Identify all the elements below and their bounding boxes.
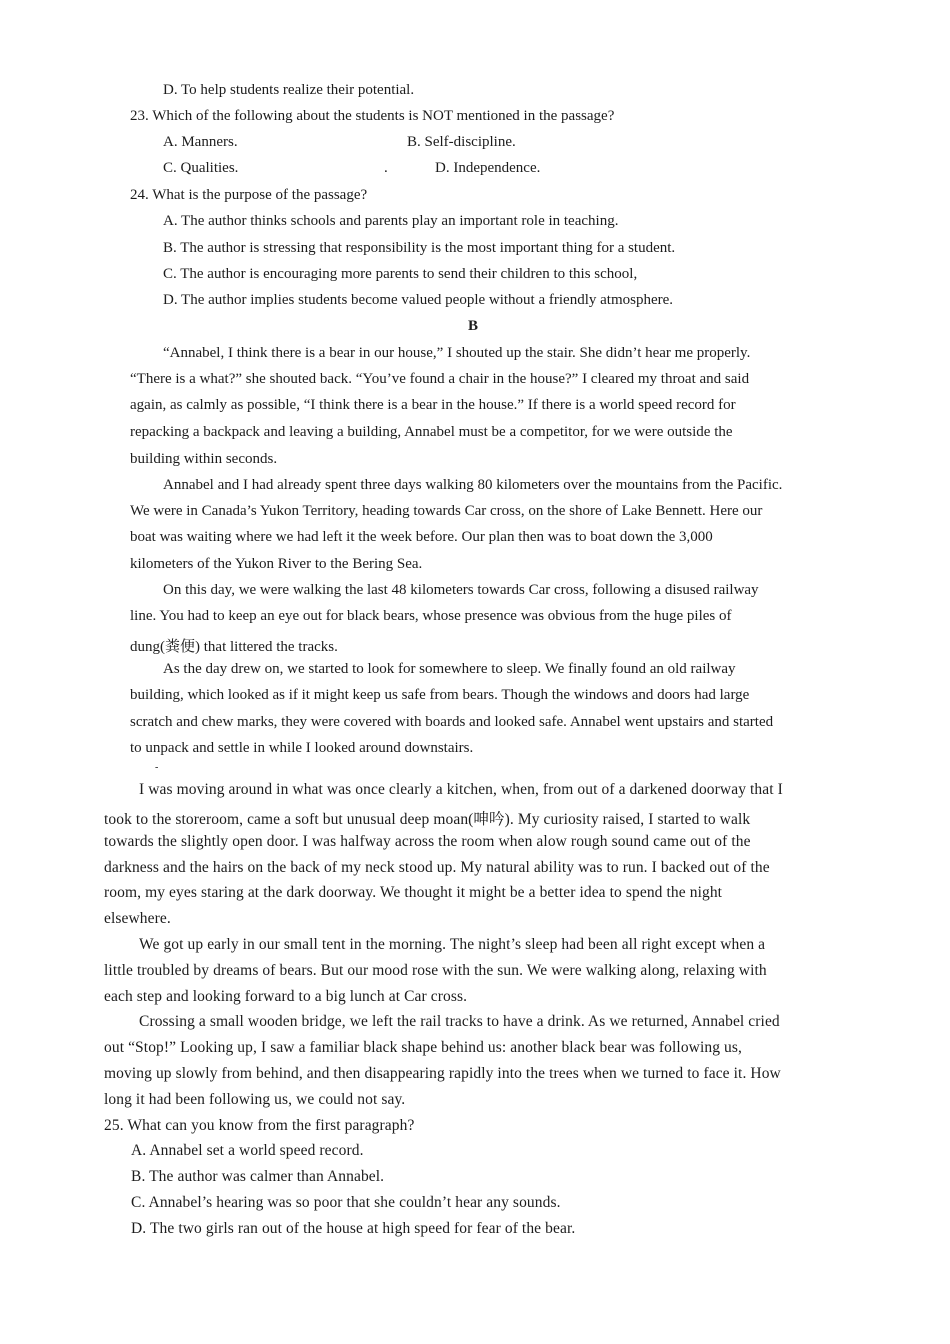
section-heading: B [468, 318, 479, 334]
passage-line: We were in Canada’s Yukon Territory, heading towards Car cross, on the shore of Lake Bennett. Here our [130, 503, 763, 519]
q23-option-b: B. Self-discipline. [407, 134, 516, 150]
q24-question: 24. What is the purpose of the passage? [130, 187, 368, 203]
q24-option-d: D. The author implies students become valued people without a friendly atmosphere. [163, 292, 674, 308]
passage-line: towards the slightly open door. I was halfway across the room when alow rough sound came out of the [104, 833, 751, 850]
q23-option-c: C. Qualities. [163, 160, 239, 176]
passage-line: to unpack and settle in while I looked around downstairs. [130, 740, 474, 756]
passage-line: I was moving around in what was once clearly a kitchen, when, from out of a darkened doorway that I [139, 781, 783, 798]
q22-option-d: D. To help students realize their potential. [163, 82, 415, 98]
passage-line: Crossing a small wooden bridge, we left the rail tracks to have a drink. As we returned, Annabel cried [139, 1013, 780, 1030]
q23-question: 23. Which of the following about the students is NOT mentioned in the passage? [130, 108, 615, 124]
passage-line: again, as calmly as possible, “I think there is a bear in the house.” If there is a world speed record for [130, 397, 736, 413]
stray-dot: . [384, 160, 388, 176]
passage-line: long it had been following us, we could not say. [104, 1091, 406, 1108]
q23-option-d: D. Independence. [435, 160, 541, 176]
passage-line: Annabel and I had already spent three days walking 80 kilometers over the mountains from the Pacific. [163, 477, 783, 493]
stray-mark: - [155, 762, 159, 773]
passage-line: dung(粪便) that littered the tracks. [130, 639, 338, 655]
q24-option-a: A. The author thinks schools and parents play an important role in teaching. [163, 213, 619, 229]
q24-option-b: B. The author is stressing that responsibility is the most important thing for a student. [163, 240, 676, 256]
q23-option-a: A. Manners. [163, 134, 238, 150]
q25-option-b: B. The author was calmer than Annabel. [131, 1168, 385, 1185]
passage-line: building within seconds. [130, 451, 278, 467]
passage-line: repacking a backpack and leaving a building, Annabel must be a competitor, for we were outside the [130, 424, 733, 440]
passage-line: “Annabel, I think there is a bear in our house,” I shouted up the stair. She didn’t hear me properly. [163, 345, 751, 361]
passage-line: darkness and the hairs on the back of my neck stood up. My natural ability was to run. I backed out of the [104, 859, 770, 876]
passage-line: As the day drew on, we started to look for somewhere to sleep. We finally found an old railway [163, 661, 736, 677]
passage-line: scratch and chew marks, they were covered with boards and looked safe. Annabel went upstairs and started [130, 714, 774, 730]
q25-question: 25. What can you know from the first paragraph? [104, 1117, 415, 1134]
passage-line: On this day, we were walking the last 48 kilometers towards Car cross, following a disused railway [163, 582, 759, 598]
q25-option-c: C. Annabel’s hearing was so poor that she couldn’t hear any sounds. [131, 1194, 561, 1211]
q25-option-a: A. Annabel set a world speed record. [131, 1142, 364, 1159]
passage-line: boat was waiting where we had left it the week before. Our plan then was to boat down the 3,000 [130, 529, 713, 545]
passage-line: took to the storeroom, came a soft but unusual deep moan(呻吟). My curiosity raised, I started to walk [104, 811, 751, 828]
passage-line: building, which looked as if it might keep us safe from bears. Though the windows and doors had large [130, 687, 750, 703]
passage-line: line. You had to keep an eye out for black bears, whose presence was obvious from the huge piles of [130, 608, 732, 624]
q24-option-c: C. The author is encouraging more parents to send their children to this school, [163, 266, 638, 282]
passage-line: room, my eyes staring at the dark doorway. We thought it might be a better idea to spend the night [104, 884, 723, 901]
passage-line: out “Stop!” Looking up, I saw a familiar black shape behind us: another black bear was following us, [104, 1039, 743, 1056]
passage-line: kilometers of the Yukon River to the Bering Sea. [130, 556, 423, 572]
passage-line: “There is a what?” she shouted back. “You’ve found a chair in the house?” I cleared my throat and said [130, 371, 750, 387]
passage-line: We got up early in our small tent in the morning. The night’s sleep had been all right except when a [139, 936, 766, 953]
passage-line: moving up slowly from behind, and then disappearing rapidly into the trees when we turned to face it. How [104, 1065, 781, 1082]
q25-option-d: D. The two girls ran out of the house at high speed for fear of the bear. [131, 1220, 576, 1237]
passage-line: little troubled by dreams of bears. But our mood rose with the sun. We were walking along, relaxing with [104, 962, 767, 979]
passage-line: elsewhere. [104, 910, 171, 927]
passage-line: each step and looking forward to a big lunch at Car cross. [104, 988, 468, 1005]
